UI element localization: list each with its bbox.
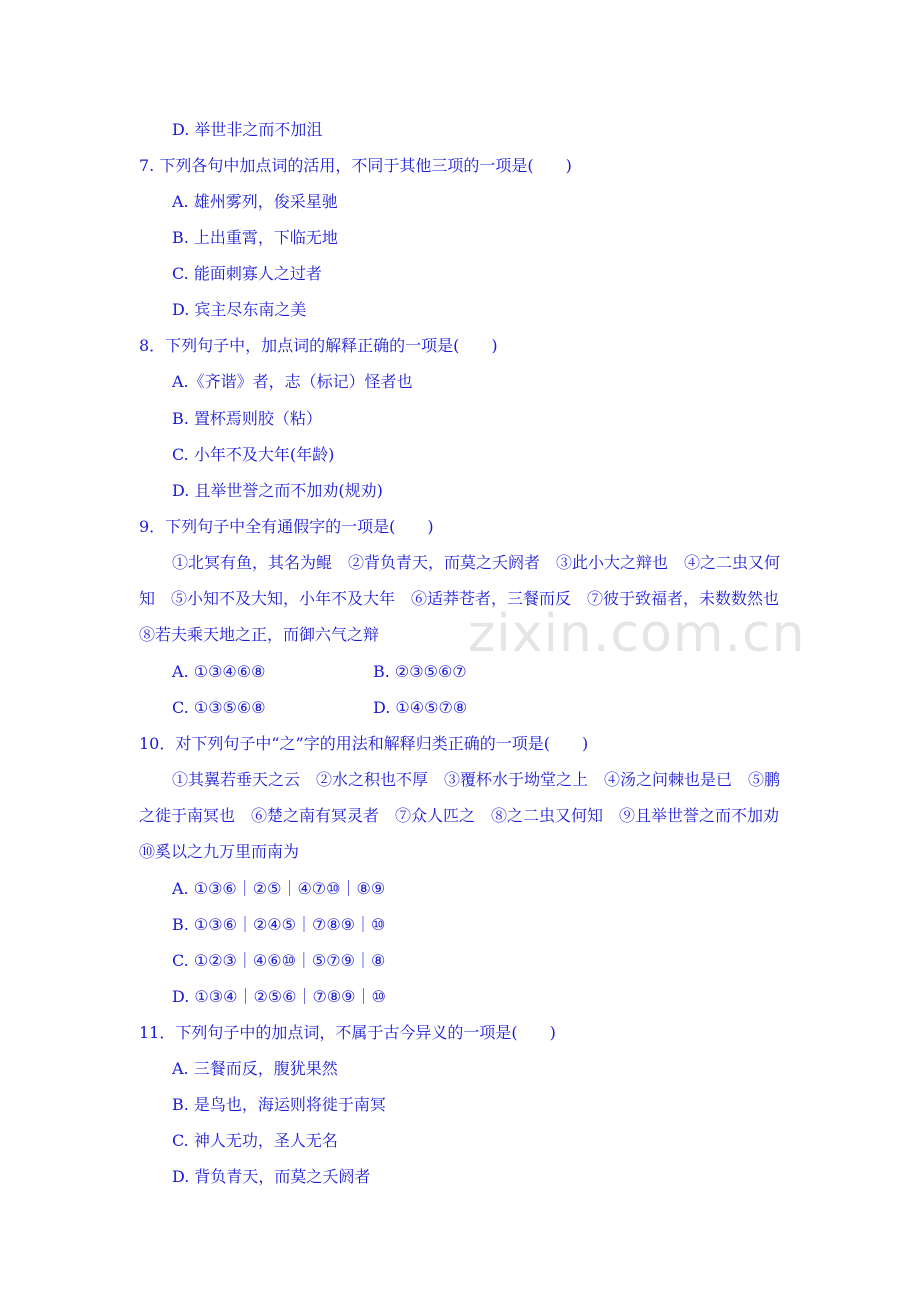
question-10-option-b: B. ①③⑥｜②④⑤｜⑦⑧⑨｜⑩	[172, 915, 386, 934]
watermark: zixin.com.cn	[468, 604, 806, 664]
question-11-option-b: B. 是鸟也，海运则将徙于南冥	[172, 1095, 386, 1114]
question-11-option-d: D. 背负青天，而莫之夭阏者	[172, 1167, 371, 1186]
question-8-option-b: B. 置杯焉则胶（粘）	[172, 409, 322, 428]
question-9-option-a: A. ①③④⑥⑧	[172, 662, 266, 681]
question-8-option-c: C. 小年不及大年(年龄)	[172, 445, 335, 464]
question-9-option-b: B. ②③⑤⑥⑦	[373, 662, 467, 681]
question-11-option-a: A. 三餐而反，腹犹果然	[172, 1059, 338, 1078]
question-10-passage: ①其翼若垂天之云 ②水之积也不厚 ③覆杯水于坳堂之上 ④汤之问棘也是已 ⑤鹏之徙于南冥也 ⑥楚之南有冥灵者 ⑦众人匹之 ⑧之二虫又何知 ⑨且举世誉之而不加劝 ⑩奚以之九万里而南为	[139, 770, 796, 861]
question-7-option-d: D. 宾主尽东南之美	[172, 300, 307, 319]
question-8-stem: 8．下列句子中，加点词的解释正确的一项是( )	[139, 336, 498, 355]
question-7-option-a: A. 雄州雾列，俊采星驰	[172, 192, 338, 211]
question-10-option-a: A. ①③⑥｜②⑤｜④⑦⑩｜⑧⑨	[172, 879, 386, 898]
question-10-stem: 10．对下列句子中“之”字的用法和解释归类正确的一项是( )	[139, 734, 589, 753]
question-11-stem: 11．下列句子中的加点词，不属于古今异义的一项是( )	[139, 1023, 556, 1042]
question-9-stem: 9．下列句子中全有通假字的一项是( )	[139, 517, 434, 536]
question-10-option-d: D. ①③④｜②⑤⑥｜⑦⑧⑨｜⑩	[172, 987, 386, 1006]
question-9-option-d: D. ①④⑤⑦⑧	[373, 698, 468, 717]
question-9-option-c: C. ①③⑤⑥⑧	[172, 698, 266, 717]
prev-option-d: D. 举世非之而不加沮	[172, 120, 323, 139]
question-7-option-c: C. 能面刺寡人之过者	[172, 264, 322, 283]
question-7-stem: 7. 下列各句中加点词的活用，不同于其他三项的一项是( )	[139, 156, 572, 175]
question-11-option-c: C. 神人无功，圣人无名	[172, 1131, 338, 1150]
question-8-option-a: A.《齐谐》者，志（标记）怪者也	[172, 372, 413, 391]
question-8-option-d: D. 且举世誉之而不加劝(规劝)	[172, 481, 383, 500]
question-7-option-b: B. 上出重霄，下临无地	[172, 228, 338, 247]
question-9-passage: ①北冥有鱼，其名为鲲 ②背负青天，而莫之夭阏者 ③此小大之辩也 ④之二虫又何知 ⑤小知不及大知，小年不及大年 ⑥适莽苍者，三餐而反 ⑦彼于致福者，未数数然也 ⑧若夫乘天地之正，而御六气之辩	[139, 553, 796, 644]
question-10-option-c: C. ①②③｜④⑥⑩｜⑤⑦⑨｜⑧	[172, 951, 386, 970]
